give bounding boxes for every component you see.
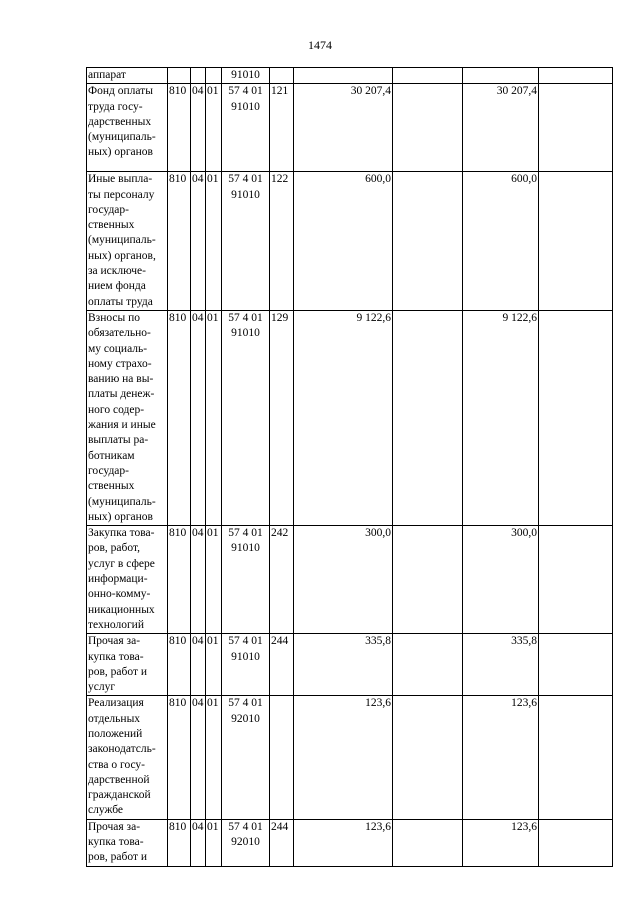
subsection-code-cell: 01	[206, 819, 222, 866]
expense-type-cell	[270, 696, 294, 819]
amount-regional-cell: 335,8	[463, 634, 539, 696]
amount-federal-cell	[393, 526, 463, 634]
amount-federal-cell	[393, 84, 463, 172]
amount-regional-cell: 300,0	[463, 526, 539, 634]
page-number: 1474	[308, 38, 332, 52]
table-row	[87, 310, 613, 525]
ministry-code-cell: 810	[168, 84, 191, 172]
ministry-code-cell: 810	[168, 819, 191, 866]
amount-other-cell	[539, 696, 613, 819]
section-code-cell: 04	[191, 310, 206, 525]
row-name-cell: Прочая за- купка това- ров, работ и услуг	[87, 634, 168, 696]
table-row	[87, 634, 613, 696]
row-name-cell: Прочая за- купка това- ров, работ и	[87, 819, 168, 866]
amount-other-cell	[539, 84, 613, 172]
target-article-cell: 57 4 01 91010	[222, 310, 270, 525]
budget-table	[86, 67, 613, 867]
ministry-code-cell: 810	[168, 696, 191, 819]
ministry-code-cell: 810	[168, 634, 191, 696]
section-code-cell: 04	[191, 84, 206, 172]
row-name-cell: Взносы по обязательно- му социаль- ному страхо- ванию на вы- платы денеж- ного содер- жания и иные выплаты ра- ботникам государ- ственных (муниципаль- ных) органов	[87, 310, 168, 525]
expense-type-cell: 129	[270, 310, 294, 525]
amount-total-cell: 9 122,6	[294, 310, 393, 525]
section-code-cell	[191, 68, 206, 84]
amount-federal-cell	[393, 172, 463, 311]
amount-other-cell	[539, 172, 613, 311]
subsection-code-cell: 01	[206, 526, 222, 634]
subsection-code-cell: 01	[206, 310, 222, 525]
table-row	[87, 172, 613, 311]
amount-regional-cell: 123,6	[463, 696, 539, 819]
amount-total-cell: 123,6	[294, 819, 393, 866]
ministry-code-cell: 810	[168, 310, 191, 525]
expense-type-cell: 244	[270, 634, 294, 696]
target-article-cell: 57 4 01 91010	[222, 634, 270, 696]
amount-total-cell: 30 207,4	[294, 84, 393, 172]
target-article-cell: 57 4 01 92010	[222, 696, 270, 819]
expense-type-cell: 242	[270, 526, 294, 634]
ministry-code-cell	[168, 68, 191, 84]
amount-other-cell	[539, 819, 613, 866]
amount-federal-cell	[393, 310, 463, 525]
table-row	[87, 819, 613, 866]
target-article-cell: 57 4 01 91010	[222, 526, 270, 634]
amount-federal-cell	[393, 634, 463, 696]
amount-other-cell	[539, 634, 613, 696]
ministry-code-cell: 810	[168, 526, 191, 634]
expense-type-cell: 244	[270, 819, 294, 866]
amount-federal-cell	[393, 696, 463, 819]
section-code-cell: 04	[191, 526, 206, 634]
target-article-cell: 57 4 01 91010	[222, 84, 270, 172]
amount-regional-cell: 30 207,4	[463, 84, 539, 172]
amount-total-cell: 300,0	[294, 526, 393, 634]
section-code-cell: 04	[191, 172, 206, 311]
amount-other-cell	[539, 310, 613, 525]
table-row	[87, 696, 613, 819]
subsection-code-cell	[206, 68, 222, 84]
amount-federal-cell	[393, 819, 463, 866]
row-name-cell: Иные выпла- ты персоналу государ- ственных (муниципаль- ных) органов, за исключе- нием фонда оплаты труда	[87, 172, 168, 311]
ministry-code-cell: 810	[168, 172, 191, 311]
subsection-code-cell: 01	[206, 172, 222, 311]
amount-total-cell	[294, 68, 393, 84]
amount-regional-cell: 9 122,6	[463, 310, 539, 525]
target-article-cell: 57 4 01 91010	[222, 172, 270, 311]
subsection-code-cell: 01	[206, 84, 222, 172]
table-row	[87, 526, 613, 634]
amount-federal-cell	[393, 68, 463, 84]
subsection-code-cell: 01	[206, 634, 222, 696]
row-name-cell: Закупка това- ров, работ, услуг в сфере информаци- онно-комму- никационных технологий	[87, 526, 168, 634]
row-name-cell: аппарат	[87, 68, 168, 84]
amount-regional-cell: 123,6	[463, 819, 539, 866]
section-code-cell: 04	[191, 634, 206, 696]
amount-other-cell	[539, 68, 613, 84]
section-code-cell: 04	[191, 696, 206, 819]
expense-type-cell	[270, 68, 294, 84]
amount-regional-cell: 600,0	[463, 172, 539, 311]
row-name-cell: Фонд оплаты труда госу- дарственных (муниципаль- ных) органов	[87, 84, 168, 172]
target-article-cell: 91010	[222, 68, 270, 84]
amount-other-cell	[539, 526, 613, 634]
amount-total-cell: 600,0	[294, 172, 393, 311]
amount-total-cell: 123,6	[294, 696, 393, 819]
target-article-cell: 57 4 01 92010	[222, 819, 270, 866]
table-row	[87, 84, 613, 172]
expense-type-cell: 121	[270, 84, 294, 172]
subsection-code-cell: 01	[206, 696, 222, 819]
row-name-cell: Реализация отдельных положений законодатсль- ства о госу- дарственной гражданской службе	[87, 696, 168, 819]
amount-total-cell: 335,8	[294, 634, 393, 696]
amount-regional-cell	[463, 68, 539, 84]
table-row	[87, 68, 613, 84]
section-code-cell: 04	[191, 819, 206, 866]
expense-type-cell: 122	[270, 172, 294, 311]
